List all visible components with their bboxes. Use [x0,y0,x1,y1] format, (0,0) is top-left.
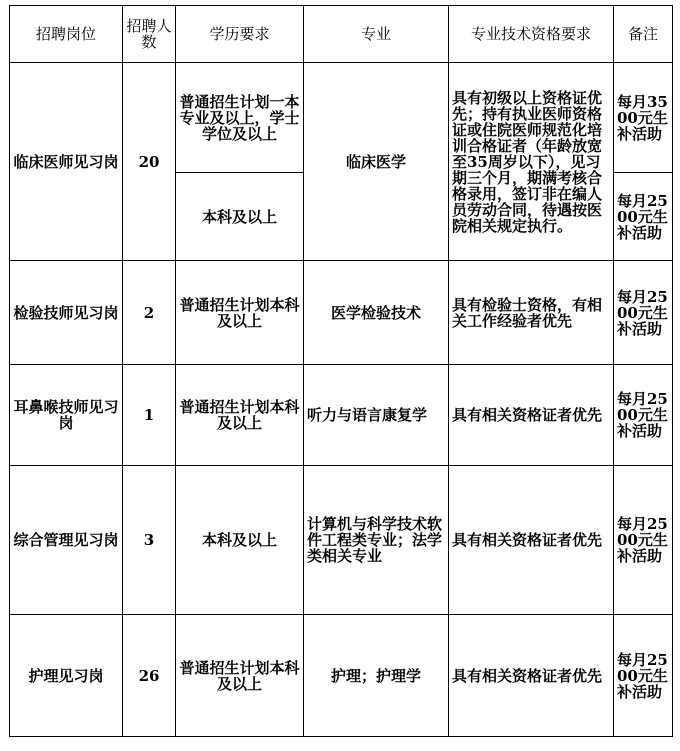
cell-count: 3 [123,466,176,615]
cell-education: 本科及以上 [176,466,304,615]
cell-position: 护理见习岗 [10,615,123,737]
cell-major: 听力与语言康复学 [304,365,449,466]
cell-note: 每月2500元生补活助 [614,365,673,466]
header-note: 备注 [614,6,673,63]
cell-requirement: 具有初级以上资格证优先；持有执业医师资格证或住院医师规范化培训合格证者（年龄放宽至35周岁以下），见习期三个月，期满考核合格录用，签订非在编人员劳动合同，待遇按医院相关规定执行。 [449,63,614,261]
cell-requirement: 具有检验士资格，有相关工作经验者优先 [449,261,614,365]
table-row [10,365,673,466]
cell-count: 26 [123,615,176,737]
cell-major: 医学检验技术 [304,261,449,365]
cell-major: 临床医学 [304,63,449,261]
cell-education: 普通招生计划本科及以上 [176,261,304,365]
cell-requirement: 具有相关资格证者优先 [449,615,614,737]
header-requirement: 专业技术资格要求 [449,6,614,63]
cell-requirement: 具有相关资格证者优先 [449,466,614,615]
header-count: 招聘人数 [123,6,176,63]
cell-position: 综合管理见习岗 [10,466,123,615]
header-major: 专业 [304,6,449,63]
cell-note: 每月3500元生补活助 [614,63,673,173]
header-row [10,6,673,63]
cell-education: 普通招生计划本科及以上 [176,615,304,737]
cell-major: 护理；护理学 [304,615,449,737]
job-table [9,5,673,737]
cell-position: 检验技师见习岗 [10,261,123,365]
cell-note: 每月2500元生补活助 [614,615,673,737]
header-education: 学历要求 [176,6,304,63]
cell-note: 每月2500元生补活助 [614,173,673,261]
cell-education: 普通招生计划本科及以上 [176,365,304,466]
cell-education: 本科及以上 [176,173,304,261]
table-row [10,615,673,737]
job-table-container [9,5,673,737]
header-position: 招聘岗位 [10,6,123,63]
cell-position: 耳鼻喉技师见习岗 [10,365,123,466]
cell-position: 临床医师见习岗 [10,63,123,261]
cell-requirement: 具有相关资格证者优先 [449,365,614,466]
cell-count: 2 [123,261,176,365]
table-row [10,261,673,365]
cell-count: 1 [123,365,176,466]
cell-count: 20 [123,63,176,261]
cell-note: 每月2500元生补活助 [614,466,673,615]
table-row [10,466,673,615]
cell-major: 计算机与科学技术软件工程类专业；法学类相关专业 [304,466,449,615]
cell-note: 每月2500元生补活助 [614,261,673,365]
cell-education: 普通招生计划一本专业及以上，学士学位及以上 [176,63,304,173]
table-row [10,63,673,173]
